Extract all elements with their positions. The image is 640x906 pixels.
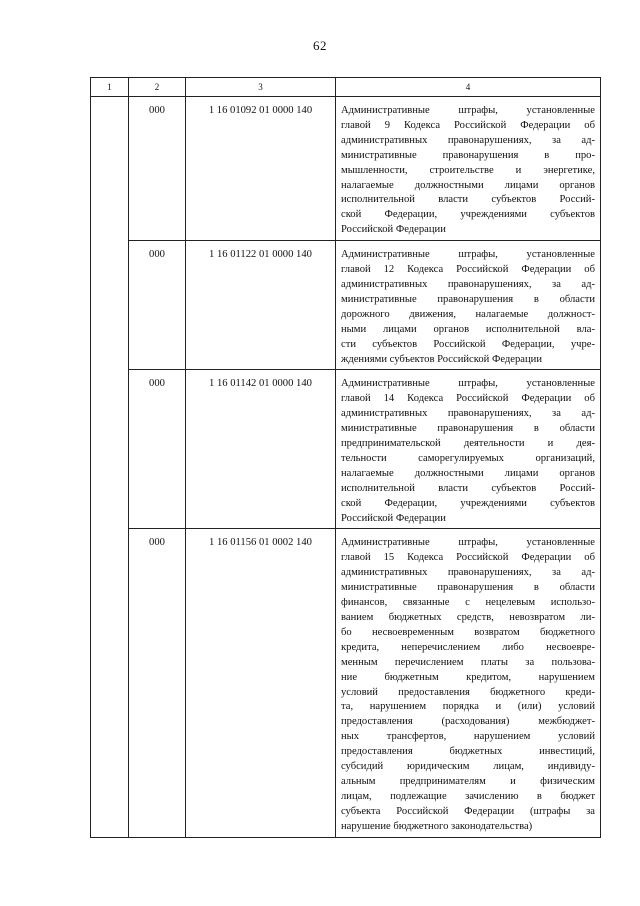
description-line: министративные правонарушения в области — [341, 423, 595, 435]
description-line: та, нарушением порядка и (или) условий — [341, 701, 595, 713]
description-line: административных правонарушениях, за ад- — [341, 134, 595, 146]
description-line: субъекта Российской Федерации (штрафы за — [341, 805, 595, 817]
description-line: исполнительной власти субъектов Россий- — [341, 194, 595, 206]
description-line: ской Федерации, учреждениями субъектов — [341, 497, 595, 509]
column-header-4: 4 — [336, 78, 601, 97]
description-line: главой 9 Кодекса Российской Федерации об — [341, 119, 595, 131]
description-line: главой 12 Кодекса Российской Федерации об — [341, 264, 595, 276]
table-row — [91, 241, 601, 370]
description-line: ние бюджетным кредитом, нарушением — [341, 671, 595, 683]
description-line: главой 15 Кодекса Российской Федерации об — [341, 552, 595, 564]
revenue-codes-table — [90, 77, 601, 838]
description-line: предоставления бюджетных инвестиций, — [341, 746, 595, 758]
description-line: тельности саморегулируемых организаций, — [341, 452, 595, 464]
description-line: альным предпринимателям и физическим — [341, 775, 595, 787]
description-cell — [336, 529, 601, 837]
description-line: административных правонарушениях, за ад- — [341, 278, 595, 290]
description-line: ванием бюджетных средств, невозвратом ли- — [341, 612, 595, 623]
description-line: ждениями субъектов Российской Федерации — [341, 353, 543, 365]
description-line: налагаемые должностными лицами органов — [341, 467, 595, 479]
description-line: министративные правонарушения в области — [341, 293, 595, 305]
description-line: министративные правонарушения в про- — [341, 149, 595, 161]
column-header-1: 1 — [91, 78, 129, 97]
category-code-cell: 000 — [129, 241, 186, 370]
description-line: налагаемые должностными лицами органов — [341, 179, 595, 191]
description-line: условий предоставления бюджетного креди- — [341, 686, 595, 698]
description-line: мышленности, строительстве и энергетике, — [341, 164, 595, 176]
description-line: субсидий юридическим лицам, индивиду- — [341, 761, 595, 773]
category-code-cell: 000 — [129, 97, 186, 241]
group-column-cell — [91, 97, 129, 838]
description-cell — [336, 241, 601, 370]
description-line: лицам, подлежащие зачислению в бюджет — [341, 790, 595, 802]
description-line: Административные штрафы, установленные — [341, 378, 595, 390]
description-line: Российской Федерации — [341, 224, 446, 236]
description-line: Административные штрафы, установленные — [341, 537, 595, 549]
table-row — [91, 529, 601, 837]
description-line: административных правонарушениях, за ад- — [341, 408, 595, 420]
category-code-cell: 000 — [129, 529, 186, 837]
category-code-cell: 000 — [129, 370, 186, 529]
budget-code-cell: 1 16 01142 01 0000 140 — [186, 370, 336, 529]
description-line: сти субъектов Российской Федерации, учре- — [341, 338, 595, 350]
description-line: дорожного движения, налагаемые должност- — [341, 308, 595, 320]
description-line: министративные правонарушения в области — [341, 582, 595, 594]
description-line: главой 14 Кодекса Российской Федерации об — [341, 393, 595, 405]
page-number: 62 — [313, 38, 327, 53]
description-line: кредита, неперечислением либо несвоевре- — [341, 641, 595, 653]
description-line: административных правонарушениях, за ад- — [341, 567, 595, 579]
description-cell — [336, 370, 601, 529]
description-line: ской Федерации, учреждениями субъектов — [341, 209, 595, 221]
description-line: Административные штрафы, установленные — [341, 105, 595, 116]
description-line: финансов, связанные с нецелевым использо- — [341, 597, 595, 609]
description-line: бо несвоевременным возвратом бюджетного — [341, 626, 595, 638]
column-header-2: 2 — [129, 78, 186, 97]
description-cell — [336, 97, 601, 241]
description-line: менным перечислением платы за пользова- — [341, 656, 595, 668]
description-line: Российской Федерации — [341, 512, 446, 524]
budget-code-cell: 1 16 01092 01 0000 140 — [186, 97, 336, 241]
description-line: предоставления (расходования) межбюджет- — [341, 716, 595, 728]
table-header-row — [91, 78, 601, 97]
budget-code-cell: 1 16 01122 01 0000 140 — [186, 241, 336, 370]
description-line: исполнительной власти субъектов Россий- — [341, 482, 595, 494]
description-line: Административные штрафы, установленные — [341, 249, 595, 261]
table-row — [91, 97, 601, 241]
table-row — [91, 370, 601, 529]
description-line: предпринимательской деятельности и дея- — [341, 438, 595, 450]
budget-code-cell: 1 16 01156 01 0002 140 — [186, 529, 336, 837]
description-line: ных трансфертов, нарушением условий — [341, 731, 595, 743]
description-line: ными лицами органов исполнительной вла- — [341, 323, 595, 335]
column-header-3: 3 — [186, 78, 336, 97]
description-line: нарушение бюджетного законодательства) — [341, 820, 533, 832]
